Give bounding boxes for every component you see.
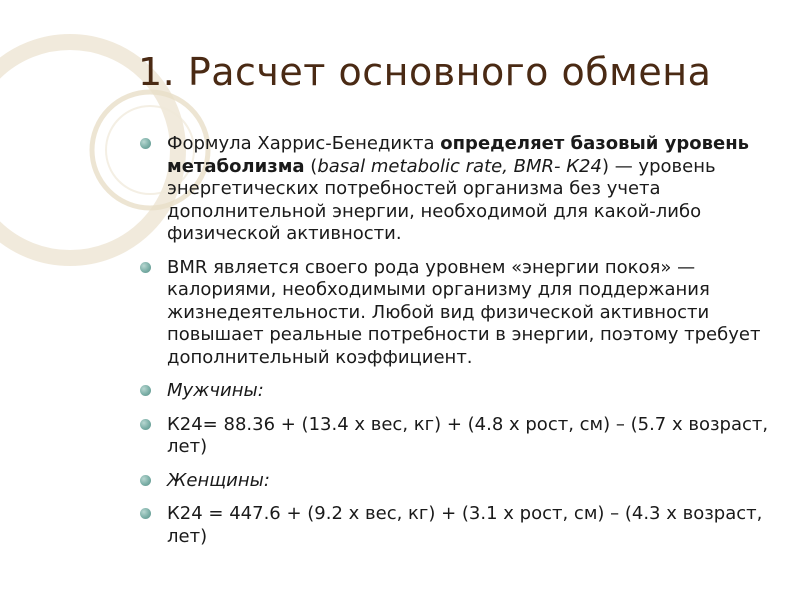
bullet-text: basal metabolic rate, BMR- К24 <box>317 155 602 177</box>
bullet-text: Формула Харрис-Бенедикта <box>167 133 441 154</box>
bullet-dot-icon <box>140 475 151 486</box>
bullet-item <box>140 257 780 370</box>
bullet-item <box>140 133 780 246</box>
bullet-text: К24 = 447.6 + (9.2 x вес, кг) + (3.1 х рост, см) – (4.3 х возраст, лет) <box>167 503 763 547</box>
bullet-item <box>140 503 780 548</box>
bullet-item <box>140 380 780 403</box>
bullet-dot-icon <box>140 508 151 519</box>
bullet-dot-icon <box>140 385 151 396</box>
bullet-text: ) — уровень энергетических потребностей организма без учета дополнительной энергии, необходимой для какой-либо физической активности. <box>167 155 716 244</box>
bullet-text: ( <box>304 155 318 177</box>
bullet-dot-icon <box>140 262 151 273</box>
bullet-item <box>140 470 780 493</box>
slide-title: 1. Расчет основного обмена <box>138 50 712 94</box>
bullet-item <box>140 414 780 459</box>
bullet-dot-icon <box>140 138 151 149</box>
bullet-text: определяет базовый уровень метаболизма <box>167 133 750 177</box>
bullet-text: BMR является своего рода уровнем «энергии покоя» — калориями, необходимыми организму для поддержания жизнедеятельности. Любой вид физической активности повышает реальные потребности в энергии, поэтому требует дополнительный коэффициент. <box>167 256 761 368</box>
bullet-text: Мужчины: <box>167 380 264 401</box>
bullet-list <box>140 133 780 559</box>
bullet-text: Женщины: <box>167 469 270 491</box>
bullet-text: К24= 88.36 + (13.4 x вес, кг) + (4.8 х рост, см) – (5.7 х возраст, лет) <box>167 413 769 457</box>
bullet-dot-icon <box>140 419 151 430</box>
